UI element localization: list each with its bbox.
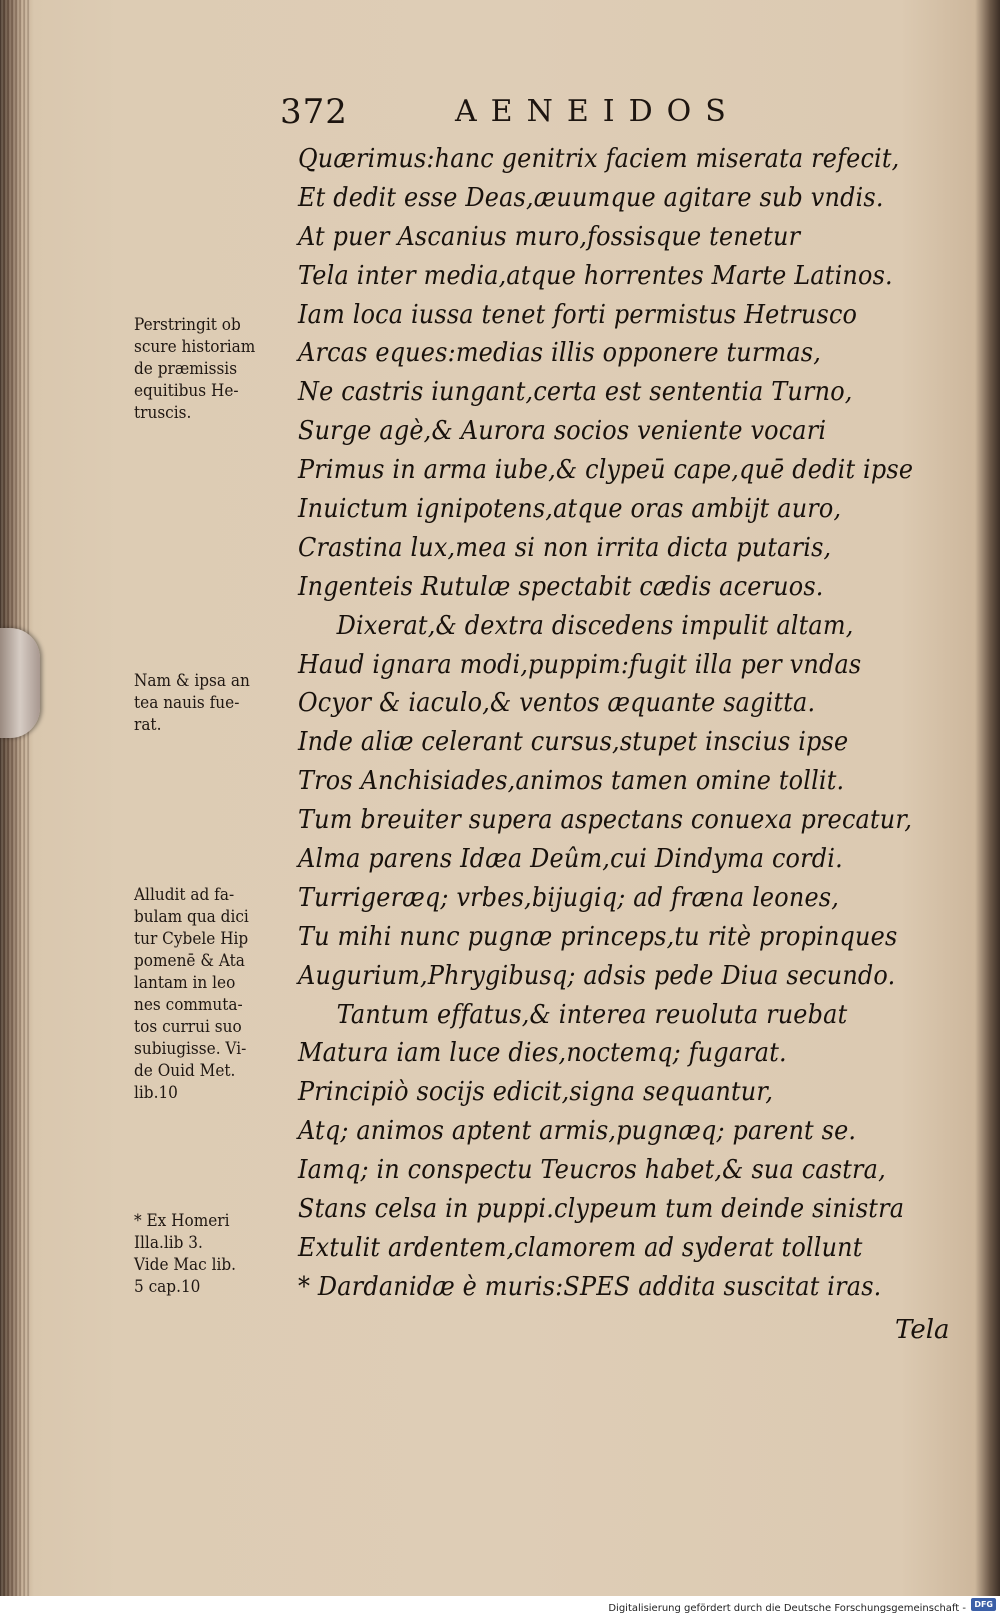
verse-line: Ne castris iungant,certa est sententia Turno,: [298, 377, 853, 408]
marginal-note: [134, 314, 269, 424]
marginal-note: [134, 1210, 247, 1298]
page-header: [280, 92, 840, 132]
marginal-note-line: scure historiam: [134, 337, 256, 357]
marginal-note-line: lib.10: [134, 1083, 178, 1103]
verse-line: Tantum effatus,& interea reuoluta ruebat: [336, 999, 848, 1030]
verse-line: Stans celsa in puppi.clypeum tum deinde sinistra: [298, 1194, 905, 1225]
catchword: Tela: [895, 1315, 950, 1345]
verse-line: Haud ignara modi,puppim:fugit illa per vndas: [298, 649, 862, 680]
verse-line: Inuictum ignipotens,atque oras ambijt auro,: [298, 494, 842, 525]
marginal-note-line: tur Cybele Hip: [134, 929, 249, 949]
verse-line: Iamq; in conspectu Teucros habet,& sua castra,: [298, 1155, 886, 1186]
verse-line: Augurium,Phrygibusq; adsis pede Diua secundo.: [298, 960, 896, 991]
marginal-note-line: nes commuta-: [134, 995, 243, 1015]
verse-line: Et dedit esse Deas,æuumque agitare sub vndis.: [298, 182, 884, 213]
verse-line: Ingenteis Rutulæ spectabit cædis aceruos.: [298, 571, 824, 602]
marginal-note-line: Alludit ad fa-: [134, 885, 235, 905]
verse-line: Turrigeræq; vrbes,bijugiq; ad fræna leones,: [298, 882, 840, 913]
marginal-note-line: subiugisse. Vi-: [134, 1039, 247, 1059]
verse-line: Primus in arma iube,& clypeū cape,quē dedit ipse: [298, 455, 914, 486]
verse-line: Tum breuiter supera aspectans conuexa precatur,: [298, 805, 913, 836]
marginal-note-line: de præmissis: [134, 359, 238, 379]
marginal-note-line: Vide Mac lib.: [134, 1255, 237, 1275]
verse-line: Quærimus:hanc genitrix faciem miserata refecit,: [298, 144, 900, 174]
marginal-note-line: truscis.: [134, 403, 192, 423]
verse-line: Dixerat,& dextra discedens impulit altam,: [336, 610, 854, 641]
marginal-note-line: equitibus He-: [134, 381, 239, 401]
marginal-note-line: * Ex Homeri: [134, 1211, 230, 1231]
marginal-note-line: tos currui suo: [134, 1017, 242, 1037]
marginal-note: [134, 884, 262, 1104]
verse-line: * Dardanidæ è muris:SPES addita suscitat iras.: [298, 1271, 882, 1302]
marginal-note-line: rat.: [134, 715, 162, 735]
marginal-note-line: 5 cap.10: [134, 1277, 201, 1297]
verse-line: Alma parens Idæa Deûm,cui Dindyma cordi.: [298, 844, 843, 875]
page-edge: [0, 0, 30, 1596]
marginal-note-line: bulam qua dici: [134, 907, 249, 927]
digitization-footer: [0, 1596, 1000, 1613]
verse-line: Surge agè,& Aurora socios veniente vocari: [298, 416, 827, 447]
marginal-note-line: de Ouid Met.: [134, 1061, 236, 1081]
marginal-note-line: Nam & ipsa an: [134, 671, 250, 691]
verse-line: Tros Anchisiades,animos tamen omine tollit.: [298, 766, 845, 797]
verse-line: At puer Ascanius muro,fossisque tenetur: [298, 221, 801, 252]
footer-credit: Digitalisierung gefördert durch die Deutsche Forschungsgemeinschaft -: [608, 1603, 966, 1614]
verse-line: Principiò socijs edicit,signa sequantur,: [298, 1077, 774, 1108]
marginal-note: [134, 670, 263, 736]
verse-line: Iam loca iussa tenet forti permistus Hetrusco: [298, 299, 858, 330]
verse-line: Matura iam luce dies,noctemq; fugarat.: [298, 1038, 787, 1069]
verse-line: Inde aliæ celerant cursus,stupet inscius ipse: [298, 727, 849, 758]
verse-line: Arcas eques:medias illis opponere turmas,: [298, 338, 822, 369]
verse-line: Extulit ardentem,clamorem ad syderat tollunt: [298, 1232, 863, 1263]
page-number: 372: [280, 92, 348, 132]
verse-line: Crastina lux,mea si non irrita dicta putaris,: [298, 532, 832, 563]
running-title: AENEIDOS: [455, 94, 740, 129]
verse-line: Atq; animos aptent armis,pugnæq; parent se.: [298, 1116, 857, 1147]
marginal-note-line: pomenē & Ata: [134, 951, 245, 971]
marginal-note-line: Illa.lib 3.: [134, 1233, 203, 1253]
marginal-note-line: lantam in leo: [134, 973, 236, 993]
verse-line: Ocyor & iaculo,& ventos æquante sagitta.: [298, 688, 816, 719]
verse-text: [298, 140, 968, 1307]
marginal-note-line: tea nauis fue-: [134, 693, 240, 713]
marginal-note-line: Perstringit ob: [134, 315, 241, 335]
verse-line: Tu mihi nunc pugnæ princeps,tu ritè propinques: [298, 921, 898, 952]
book-clip: [0, 628, 40, 738]
dfg-logo: DFG: [971, 1598, 996, 1611]
verse-line: Tela inter media,atque horrentes Marte Latinos.: [298, 260, 893, 291]
